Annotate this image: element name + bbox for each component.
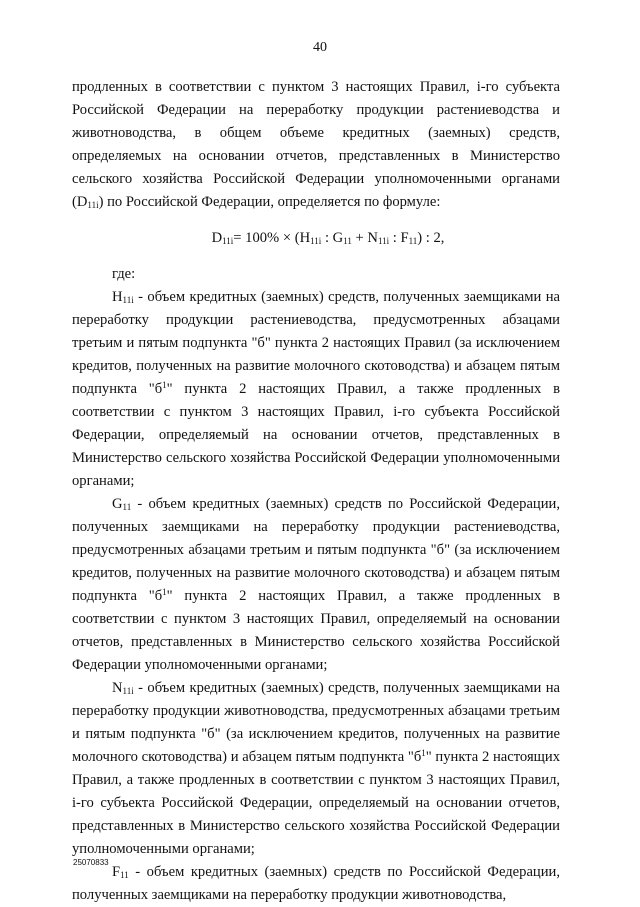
- def-f-sub: 11: [120, 870, 129, 880]
- def-f-var: F: [112, 864, 121, 880]
- intro-text: продленных в соответствии с пунктом 3 настоящих Правил, i-го субъекта Российской Федерации на переработку продукции растениеводства и животноводства, в общем объеме кредитных (заемных) средств, определяемых на основании отчетов, представленных в Министерство сельского хозяйства Российской Федерации уполномоченными органами (: [72, 79, 560, 210]
- formula-part2: : G: [321, 230, 344, 246]
- def-g-sup: 1: [162, 587, 167, 597]
- definition-h: [72, 286, 560, 493]
- formula: [72, 227, 560, 250]
- definition-n: [72, 677, 560, 861]
- formula-part5: ) : 2,: [417, 230, 445, 246]
- definition-g: [72, 493, 560, 677]
- footer-document-code: 25070833: [73, 858, 109, 867]
- def-h-var: H: [112, 289, 123, 305]
- def-g-text-a: - объем кредитных (заемных) средств по Российской Федерации, полученных заемщиками на переработку продукции растениеводства, предусмотренных абзацами третьим и пятым подпункта "б" (за исключением кредитов, полученных на развитие молочного скотоводства) и абзацем пятым подпункта "б: [72, 496, 560, 604]
- intro-tail: ) по Российской Федерации, определяется по формуле:: [98, 194, 441, 210]
- def-n-sup: 1: [421, 748, 426, 758]
- formula-n-sub: 11i: [377, 236, 390, 246]
- formula-part4: : F: [389, 230, 409, 246]
- formula-lhs: D: [211, 230, 223, 246]
- formula-f-sub: 11: [408, 236, 418, 246]
- intro-paragraph: [72, 76, 560, 214]
- def-h-sub: 11i: [122, 295, 134, 305]
- intro-var-sub: 11i: [87, 200, 99, 210]
- formula-h-sub: 11i: [310, 236, 322, 246]
- formula-g-sub: 11: [343, 236, 352, 246]
- def-g-var: G: [112, 496, 123, 512]
- def-g-text-b: " пункта 2 настоящих Правил, а также продленных в соответствии с пунктом 3 настоящих Правил, определяемый на основании отчетов, представленных в Министерство сельского хозяйства Российской Федерации уполномоченными органами;: [72, 588, 560, 673]
- def-n-var: N: [112, 680, 123, 696]
- formula-part1: = 100% × (H: [233, 230, 311, 246]
- intro-var: D: [76, 194, 88, 210]
- def-h-text-b: " пункта 2 настоящих Правил, а также продленных в соответствии с пунктом 3 настоящих Правил, i-го субъекта Российской Федерации, определяемый на основании отчетов, представленных в Министерство сельского хозяйства Российской Федерации уполномоченными органами;: [72, 381, 560, 489]
- def-n-text-a: - объем кредитных (заемных) средств, полученных заемщиками на переработку продукции животноводства, предусмотренных абзацами третьим и пятым подпункта "б" (за исключением кредитов, полученных на развитие молочного скотоводства) и абзацем пятым подпункта "б: [72, 680, 560, 765]
- def-h-sup: 1: [162, 380, 167, 390]
- formula-part3: + N: [351, 230, 378, 246]
- def-g-sub: 11: [122, 502, 132, 512]
- def-n-text-b: " пункта 2 настоящих Правил, а также продленных в соответствии с пунктом 3 настоящих Правил, i-го субъекта Российской Федерации, определяемый на основании отчетов, представленных в Министерство сельского хозяйства Российской Федерации уполномоченными органами;: [72, 749, 560, 857]
- definition-f: [72, 861, 560, 907]
- def-f-text-a: - объем кредитных (заемных) средств по Российской Федерации, полученных заемщиками на переработку продукции животноводства,: [72, 864, 560, 903]
- page-number: 40: [313, 40, 327, 55]
- def-h-text-a: - объем кредитных (заемных) средств, полученных заемщиками на переработку продукции растениеводства, предусмотренных абзацами третьим и пятым подпункта "б" пункта 2 настоящих Правил (за исключением кредитов, полученных на развитие молочного скотоводства) и абзацем пятым подпункта "б: [72, 289, 560, 397]
- document-body: [72, 76, 560, 907]
- formula-lhs-sub: 11i: [222, 236, 234, 246]
- where-label: где:: [112, 266, 136, 282]
- def-n-sub: 11i: [122, 686, 134, 696]
